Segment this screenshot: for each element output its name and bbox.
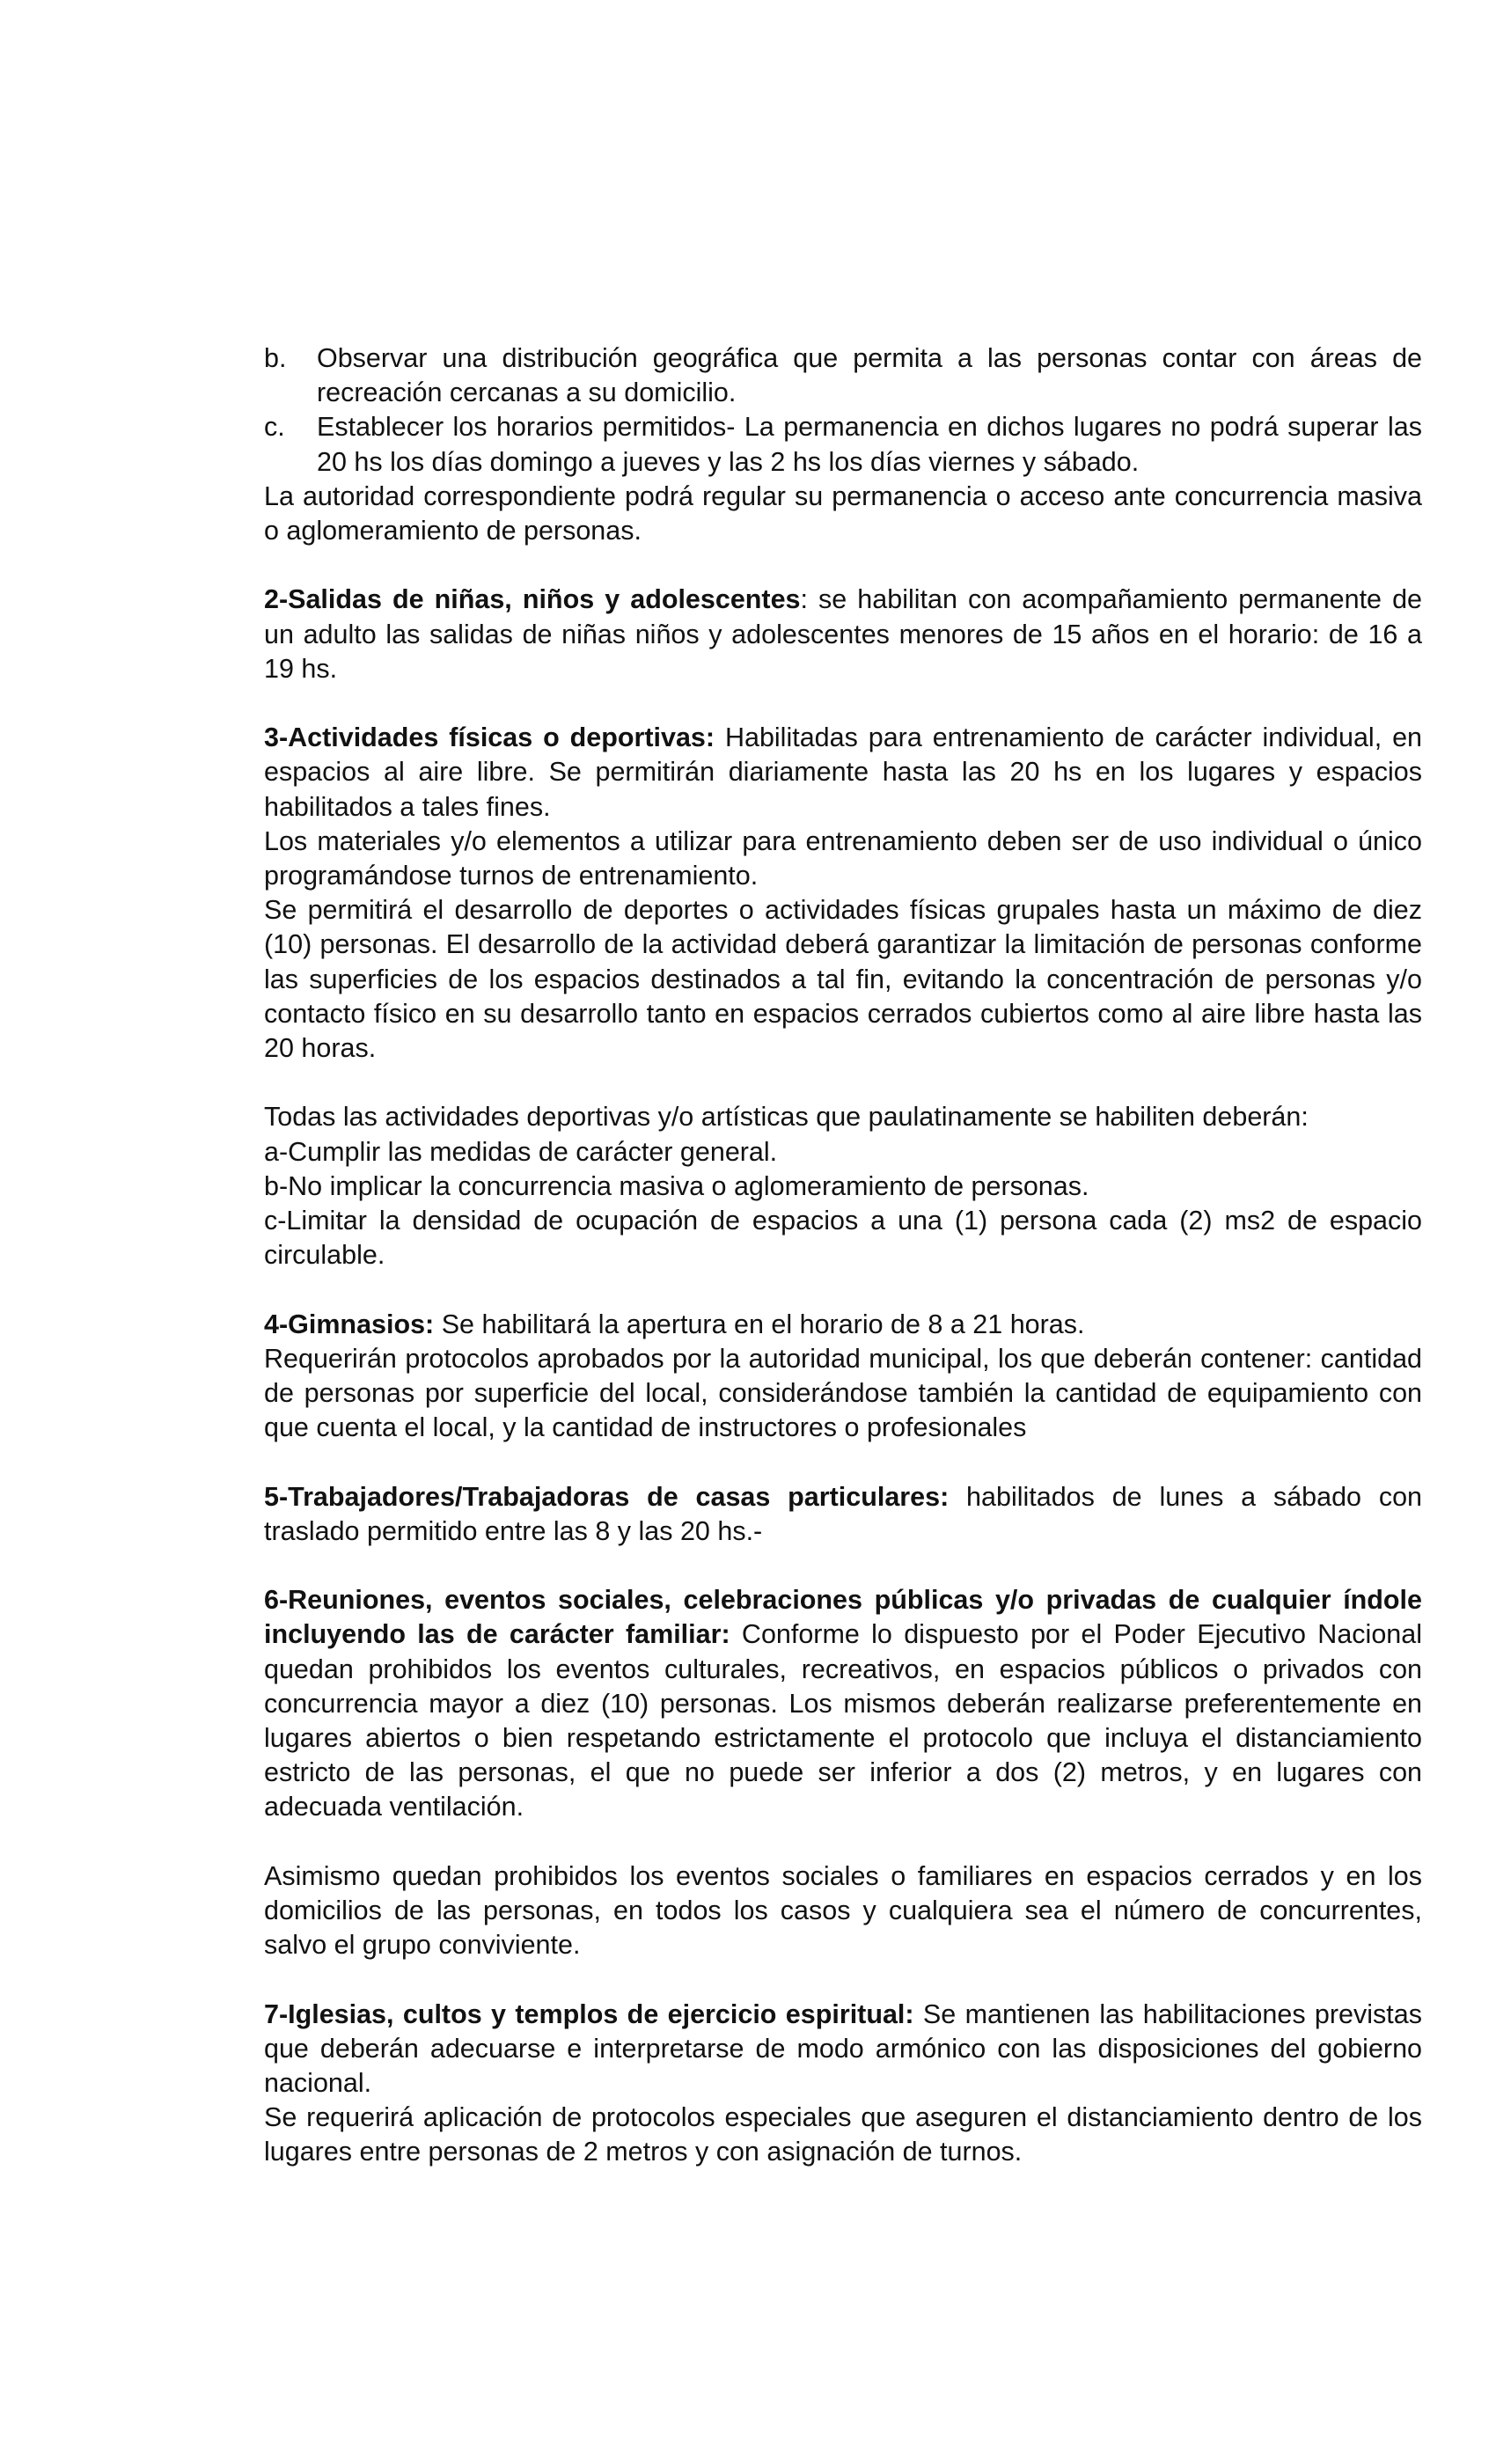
- section-4-heading: 4-Gimnasios:: [264, 1309, 435, 1339]
- section-6-heading: 6-Reuniones, eventos sociales, celebraciones públicas y/o privadas de cualquier índole incluyendo las de carácter familiar:: [264, 1585, 1422, 1650]
- section-5-body: habilitados de lunes a sábado con traslado permitido entre las 8 y las 20 hs.-: [264, 1481, 1422, 1546]
- section-6: [264, 1583, 1422, 1824]
- section-3-heading: 3-Actividades físicas o deportivas:: [264, 722, 715, 753]
- list-item-text: Establecer los horarios permitidos- La permanencia en dichos lugares no podrá superar las 20 hs los días domingo a jueves y las 2 hs los días viernes y sábado.: [317, 412, 1422, 477]
- section-3-paragraph-2: Los materiales y/o elementos a utilizar para entrenamiento deben ser de uso individual o único programándose turnos de entrenamiento.: [264, 825, 1422, 891]
- section-3-body: Habilitadas para entrenamiento de carácter individual, en espacios al aire libre. Se permitirán diariamente hasta las 20 hs en los lugares y espacios habilitados a tales fines.: [264, 722, 1422, 822]
- list-marker: b.: [264, 343, 287, 373]
- activities-intro: Todas las actividades deportivas y/o artísticas que paulatinamente se habiliten deberán:: [264, 1102, 1309, 1133]
- section-7-paragraph-2: Se requerirá aplicación de protocolos especiales que aseguren el distanciamiento dentro de los lugares entre personas de 2 metros y con asignación de turnos.: [264, 2102, 1422, 2167]
- section-3: [264, 721, 1422, 825]
- section-6-body: Conforme lo dispuesto por el Poder Ejecutivo Nacional quedan prohibidos los eventos culturales, recreativos, en espacios públicos o privados con concurrencia mayor a diez (10) personas. Los mismos deberán realizarse preferentemente en lugares abiertos o bien respetando estrictamente el protocolo que incluya el distanciamiento estricto de las personas, el que no puede ser inferior a dos (2) metros, y en lugares con adecuada ventilación.: [264, 1619, 1422, 1822]
- section-7-heading: 7-Iglesias, cultos y templos de ejercicio espiritual:: [264, 1998, 914, 2029]
- paragraph-autoridad: La autoridad correspondiente podrá regular su permanencia o acceso ante concurrencia masiva o aglomeramiento de personas.: [264, 480, 1422, 546]
- section-4: [264, 1308, 1422, 1342]
- section-2-body: : se habilitan con acompañamiento permanente de un adulto las salidas de niñas niños y adolescentes menores de 15 años en el horario: de 16 a 19 hs.: [264, 584, 1423, 684]
- section-7-body: Se mantienen las habilitaciones previstas que deberán adecuarse e interpretarse de modo armónico con las disposiciones del gobierno nacional.: [264, 1998, 1422, 2099]
- section-3-paragraph-3: Se permitirá el desarrollo de deportes o actividades físicas grupales hasta un máximo de diez (10) personas. El desarrollo de la actividad deberá garantizar la limitación de personas conforme las superficies de los espacios destinados a tal fin, evitando la concentración de personas y/o contacto físico en su desarrollo tanto en espacios cerrados cubiertos como al aire libre hasta las 20 horas.: [264, 895, 1422, 1064]
- section-4-paragraph-2: Requerirán protocolos aprobados por la autoridad municipal, los que deberán contener: cantidad de personas por superficie del local, considerándose también la cantidad de equipamiento con que cuenta el local, y la cantidad de instructores o profesionales: [264, 1343, 1422, 1443]
- section-5-heading: 5-Trabajadores/Trabajadoras de casas particulares:: [264, 1481, 950, 1512]
- criteria-list: [264, 341, 1422, 480]
- list-item-text: Observar una distribución geográfica que permita a las personas contar con áreas de recreación cercanas a su domicilio.: [317, 343, 1422, 408]
- activities-item-b: b-No implicar la concurrencia masiva o aglomeramiento de personas.: [264, 1170, 1089, 1201]
- list-item: [264, 410, 1422, 479]
- list-marker: c.: [264, 412, 285, 443]
- activities-item-a: a-Cumplir las medidas de carácter general.: [264, 1136, 778, 1167]
- section-2: [264, 583, 1422, 686]
- section-5: [264, 1480, 1422, 1549]
- document-page: [264, 341, 1422, 2170]
- activities-item-c: c-Limitar la densidad de ocupación de espacios a una (1) persona cada (2) ms2 de espacio circulable.: [264, 1206, 1422, 1271]
- section-7: [264, 1998, 1422, 2101]
- section-4-body: Se habilitará la apertura en el horario de 8 a 21 horas.: [434, 1309, 1085, 1339]
- section-6-paragraph-2: Asimismo quedan prohibidos los eventos sociales o familiares en espacios cerrados y en los domicilios de las personas, en todos los casos y cualquiera sea el número de concurrentes, salvo el grupo conviviente.: [264, 1860, 1422, 1961]
- section-2-heading: 2-Salidas de niñas, niños y adolescentes: [264, 584, 801, 615]
- list-item: [264, 341, 1422, 410]
